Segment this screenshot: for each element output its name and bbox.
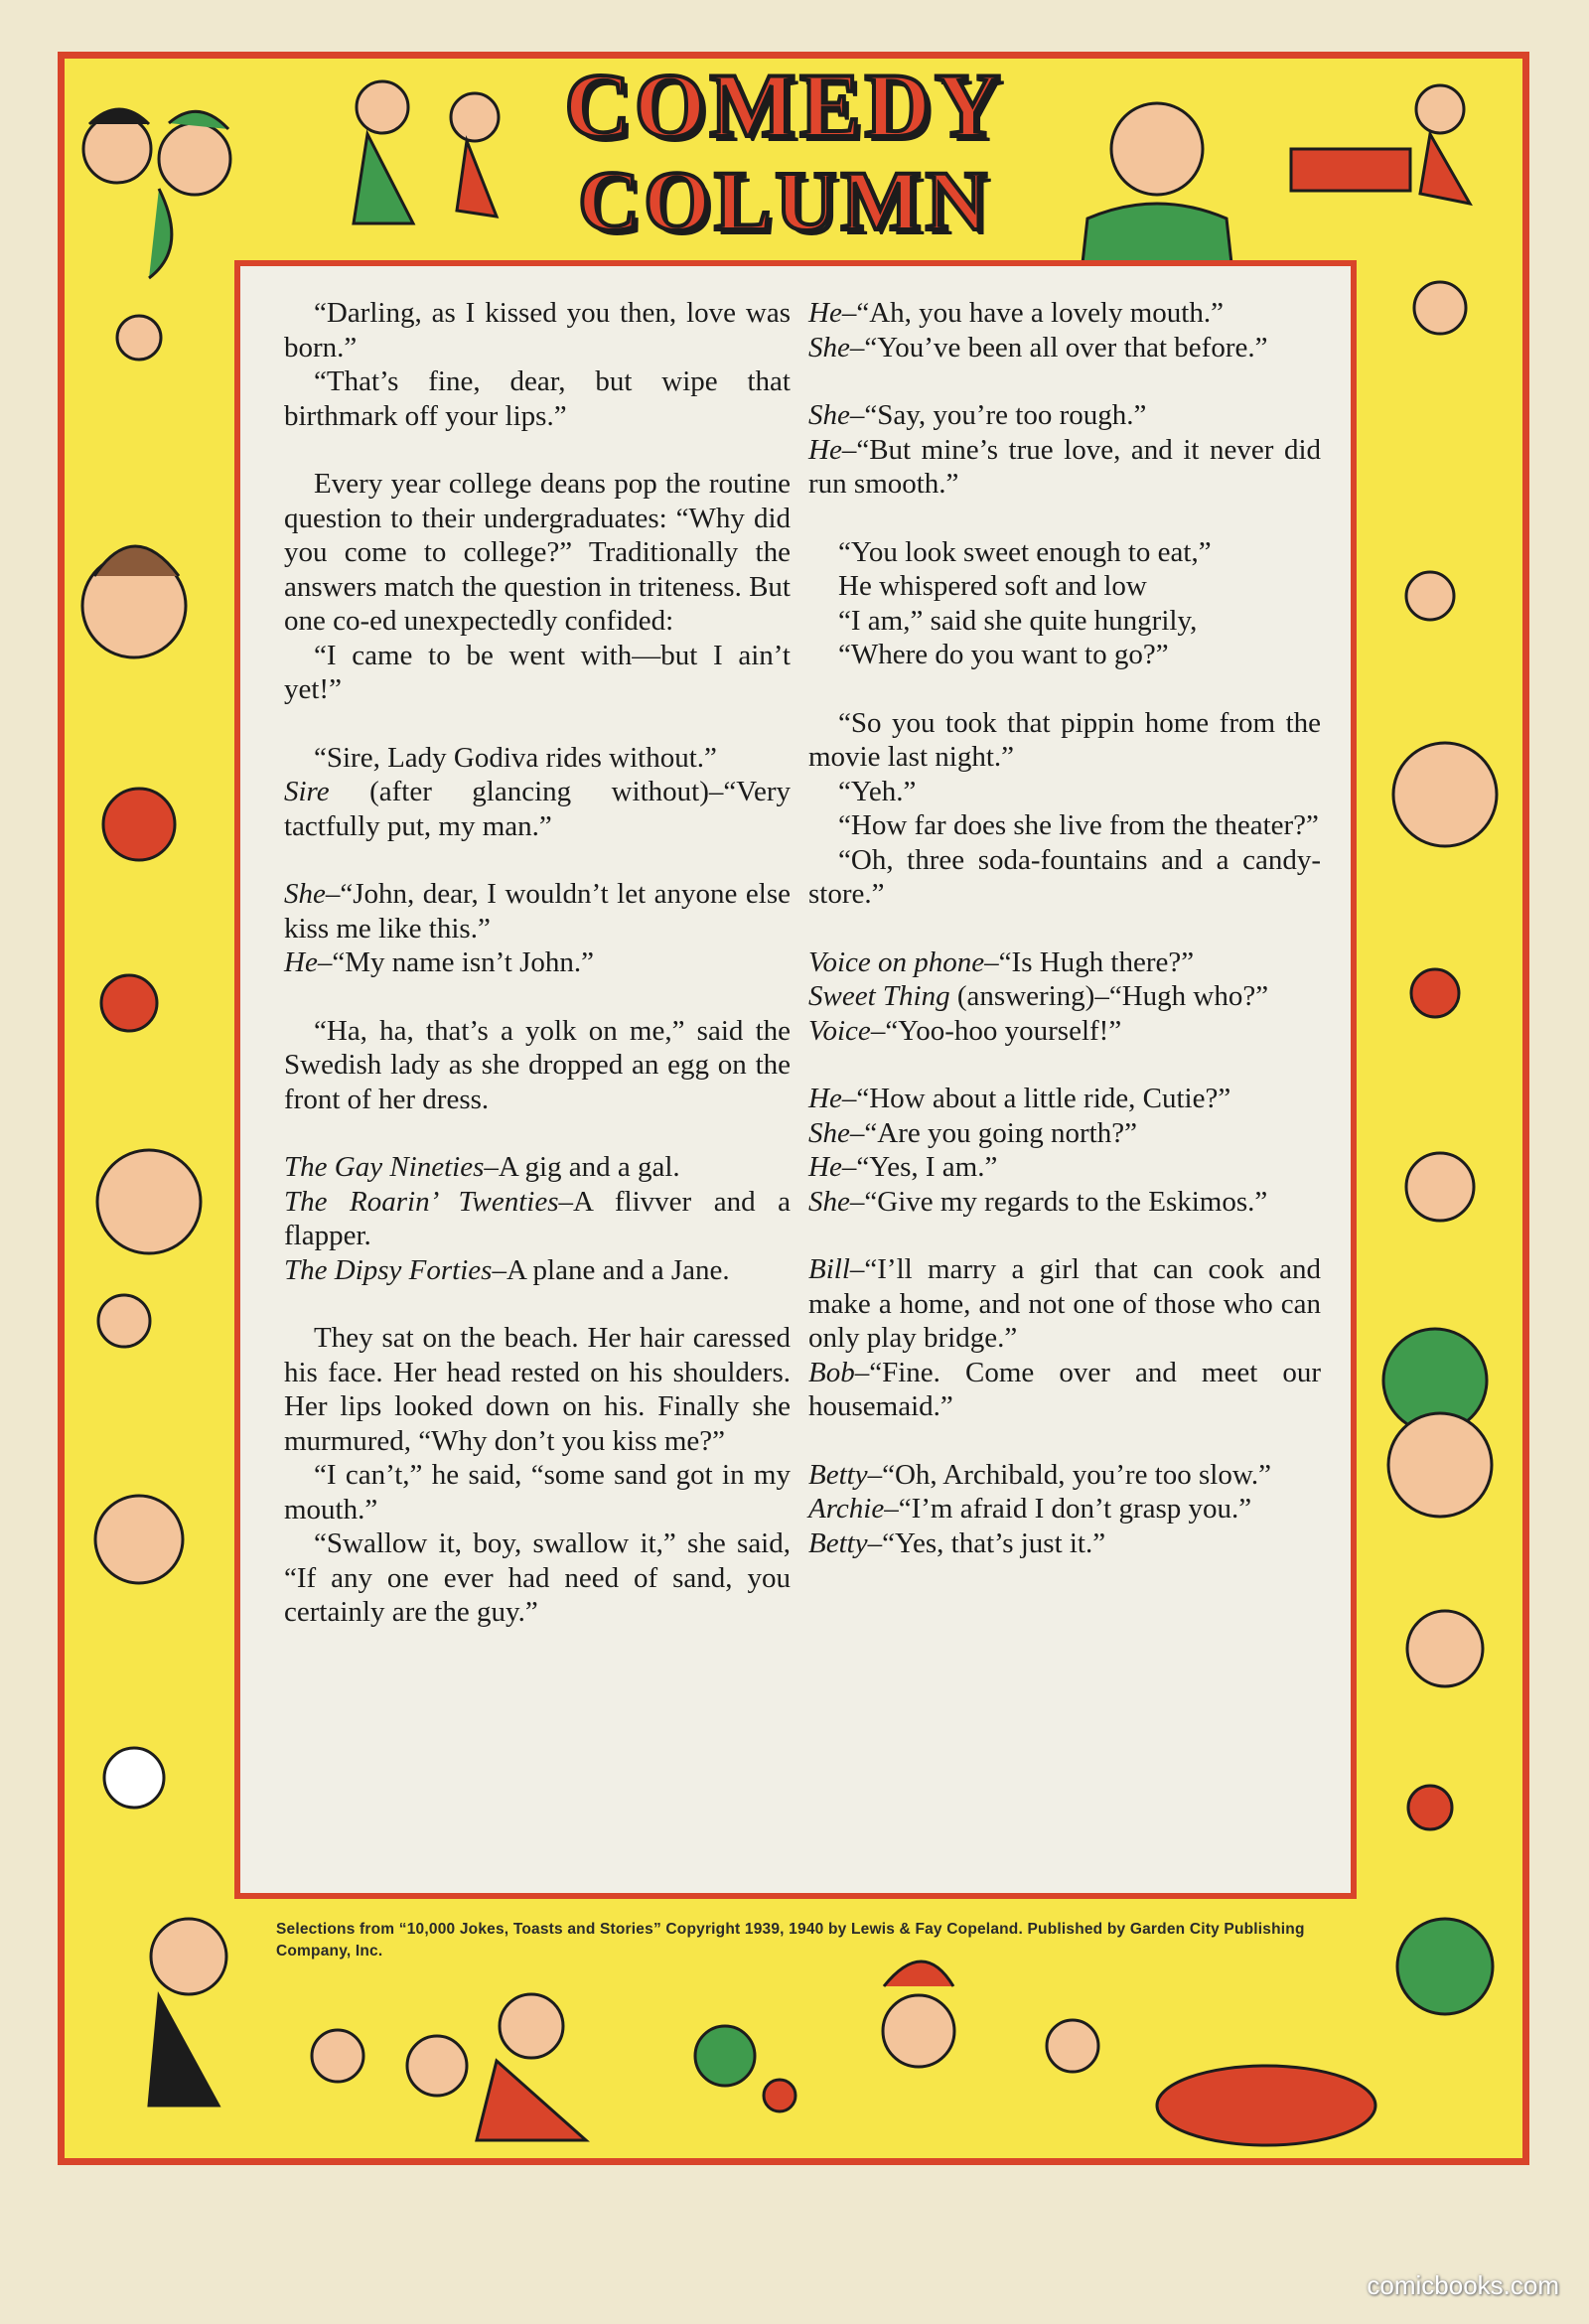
joke xyxy=(284,1321,791,1630)
joke xyxy=(808,296,1321,364)
joke-text: “I can’t,” he said, “some sand got in my mouth.” xyxy=(284,1459,791,1525)
joke-line xyxy=(808,296,1321,331)
speaker-name: Sire xyxy=(284,776,330,807)
joke-line xyxy=(284,1458,791,1526)
joke xyxy=(808,398,1321,502)
joke-line xyxy=(284,467,791,639)
joke-text: “I am,” said she quite hungrily, xyxy=(838,604,1198,637)
speaker-name: Voice xyxy=(808,1014,871,1047)
joke-line xyxy=(284,1014,791,1117)
joke-line xyxy=(808,1014,1321,1049)
title-line-2: COLUMN xyxy=(578,153,991,248)
joke-text: –“John, dear, I wouldn’t let anyone else kiss me like this.” xyxy=(284,878,791,944)
joke-line xyxy=(808,1492,1321,1526)
speaker-name: Sweet Thing xyxy=(808,980,950,1012)
joke-text: “Darling, as I kissed you then, love was born.” xyxy=(284,297,791,363)
copyright-credit: Selections from “10,000 Jokes, Toasts and Stories” Copyright 1939, 1940 by Lewis & Fay Copeland. Published by Garden City Publishing Company, Inc. xyxy=(276,1921,1305,1960)
joke-text: –“I’m afraid I don’t grasp you.” xyxy=(884,1493,1252,1525)
joke-text: –“I’ll marry a girl that can cook and make a home, and not one of those who can only play bridge.” xyxy=(808,1253,1321,1354)
speaker-name: He xyxy=(808,1151,842,1183)
speaker-name: He xyxy=(808,433,842,466)
joke-text: –“Is Hugh there?” xyxy=(984,945,1195,978)
joke-line xyxy=(808,604,1321,639)
joke-line xyxy=(284,741,791,776)
joke-text: “So you took that pippin home from the movie last night.” xyxy=(808,706,1321,773)
joke-line xyxy=(808,1356,1321,1424)
joke xyxy=(808,1082,1321,1219)
joke-text: –A flivver and a flapper. xyxy=(284,1185,792,1251)
joke-line xyxy=(284,1150,791,1185)
joke-line xyxy=(284,877,791,945)
joke-line xyxy=(808,535,1321,570)
joke-text: –“Oh, Archibald, you’re too slow.” xyxy=(867,1458,1272,1491)
speaker-name: He xyxy=(284,946,318,978)
joke-text: –“Give my regards to the Eskimos.” xyxy=(849,1185,1268,1218)
joke-text: –A plane and a Jane. xyxy=(492,1253,730,1286)
right-jokes-column xyxy=(808,296,1321,1594)
cartoon-kissing-couple xyxy=(83,109,230,278)
joke-text: “Ha, ha, that’s a yolk on me,” said the Swedish lady as she dropped an egg on the front of her dress. xyxy=(284,1014,791,1115)
joke xyxy=(284,467,791,707)
joke-line xyxy=(284,639,791,707)
speaker-name: He xyxy=(808,297,842,329)
joke-line xyxy=(808,433,1321,502)
site-watermark: comicbooks.com xyxy=(1367,2270,1559,2300)
joke-text: –A gig and a gal. xyxy=(484,1151,680,1183)
speaker-name: He xyxy=(808,1083,842,1114)
speaker-name: She xyxy=(808,399,850,431)
jokes-panel xyxy=(234,260,1357,1899)
joke-line xyxy=(808,1082,1321,1116)
speaker-name: She xyxy=(284,878,326,910)
joke xyxy=(284,741,791,844)
joke-line xyxy=(808,1185,1321,1220)
joke-line xyxy=(284,296,791,364)
speaker-name: She xyxy=(808,1116,850,1149)
joke-text: “I came to be went with—but I ain’t yet!” xyxy=(284,639,791,705)
joke-line xyxy=(284,1253,791,1288)
joke-text: –“But mine’s true love, and it never did run smooth.” xyxy=(808,433,1321,500)
joke-text: –“Yes, I am.” xyxy=(841,1151,998,1183)
left-jokes-column xyxy=(284,296,791,1664)
joke xyxy=(808,1458,1321,1561)
joke xyxy=(808,1252,1321,1424)
speaker-name: Betty xyxy=(808,1526,868,1559)
joke-text: “Oh, three soda-fountains and a candy-store.” xyxy=(808,843,1321,910)
joke-line xyxy=(808,979,1321,1014)
speaker-name: Bill xyxy=(808,1253,850,1285)
joke-line xyxy=(808,638,1321,672)
speaker-name: She xyxy=(808,331,850,363)
joke xyxy=(284,1150,791,1287)
speaker-name: Voice on phone xyxy=(808,945,985,978)
joke-line xyxy=(284,364,791,433)
cartoon-dancing-kids xyxy=(354,81,499,223)
speaker-name: The Roarin’ Twenties xyxy=(284,1185,559,1218)
speaker-name: The Gay Nineties xyxy=(284,1151,485,1183)
joke-line xyxy=(808,569,1321,604)
joke-text: (answering)–“Hugh who?” xyxy=(949,980,1269,1012)
joke-text: They sat on the beach. Her hair caressed his face. Her head rested on his shoulders. Her lips looked down on his. Finally she murmured, “Why don’t you kiss me?” xyxy=(284,1322,791,1457)
joke-text: “Where do you want to go?” xyxy=(838,639,1169,670)
joke-text: –“My name isn’t John.” xyxy=(317,946,594,978)
joke-line xyxy=(808,1150,1321,1185)
joke-text: “How far does she live from the theater?” xyxy=(838,809,1319,841)
joke-text: –“Are you going north?” xyxy=(849,1116,1137,1149)
joke-line xyxy=(808,1116,1321,1151)
joke-text: Every year college deans pop the routine question to their undergraduates: “Why did you come to college?” Traditionally the answers match the question in triteness. But one co-ed unexpectedly confided: xyxy=(284,468,791,637)
joke-line xyxy=(808,843,1321,912)
joke-line xyxy=(808,808,1321,843)
joke xyxy=(808,535,1321,672)
joke-line xyxy=(808,1526,1321,1561)
joke-text: –“You’ve been all over that before.” xyxy=(849,331,1268,363)
joke-line xyxy=(808,331,1321,365)
joke-text: “Sire, Lady Godiva rides without.” xyxy=(314,741,717,774)
joke-text: –“Yes, that’s just it.” xyxy=(867,1526,1106,1559)
joke-line xyxy=(808,775,1321,809)
joke xyxy=(284,296,791,433)
joke-text: –“Say, you’re too rough.” xyxy=(849,399,1147,431)
joke-text: –“Yoo-hoo yourself!” xyxy=(870,1014,1122,1047)
joke xyxy=(808,706,1321,912)
joke-text: “Swallow it, boy, swallow it,” she said, “If any one ever had need of sand, you certainly are the guy.” xyxy=(284,1527,791,1628)
joke xyxy=(284,877,791,980)
joke xyxy=(284,1014,791,1117)
speaker-name: The Dipsy Forties xyxy=(284,1253,493,1286)
joke-line xyxy=(284,945,791,980)
joke-text: –“Fine. Come over and meet our housemaid.” xyxy=(808,1356,1321,1422)
joke-line xyxy=(284,1185,791,1253)
joke-text: “That’s fine, dear, but wipe that birthmark off your lips.” xyxy=(284,365,791,432)
title-line-1: COMEDY xyxy=(564,55,1005,156)
cartoon-right-figures xyxy=(1383,282,1497,2014)
joke-text: (after glancing without)–“Very tactfully put, my man.” xyxy=(284,776,791,842)
speaker-name: Bob xyxy=(808,1356,855,1388)
comedy-column-title xyxy=(516,55,1053,258)
joke-line xyxy=(284,1321,791,1458)
joke-line xyxy=(808,1252,1321,1356)
joke xyxy=(808,945,1321,1049)
speaker-name: She xyxy=(808,1185,850,1218)
joke-text: –“Ah, you have a lovely mouth.” xyxy=(841,297,1224,329)
joke-text: “You look sweet enough to eat,” xyxy=(838,535,1212,568)
joke-text: He whispered soft and low xyxy=(838,570,1147,602)
joke-line xyxy=(284,1526,791,1630)
cartoon-left-figures xyxy=(82,316,201,1808)
joke-text: –“How about a little ride, Cutie?” xyxy=(841,1083,1231,1114)
speaker-name: Archie xyxy=(808,1493,885,1525)
joke-line xyxy=(808,398,1321,433)
speaker-name: Betty xyxy=(808,1458,868,1491)
joke-line xyxy=(808,945,1321,980)
joke-line xyxy=(808,1458,1321,1493)
joke-text: “Yeh.” xyxy=(838,775,917,807)
joke-line xyxy=(808,706,1321,775)
cartoon-skier xyxy=(1291,85,1470,204)
joke-line xyxy=(284,775,791,843)
